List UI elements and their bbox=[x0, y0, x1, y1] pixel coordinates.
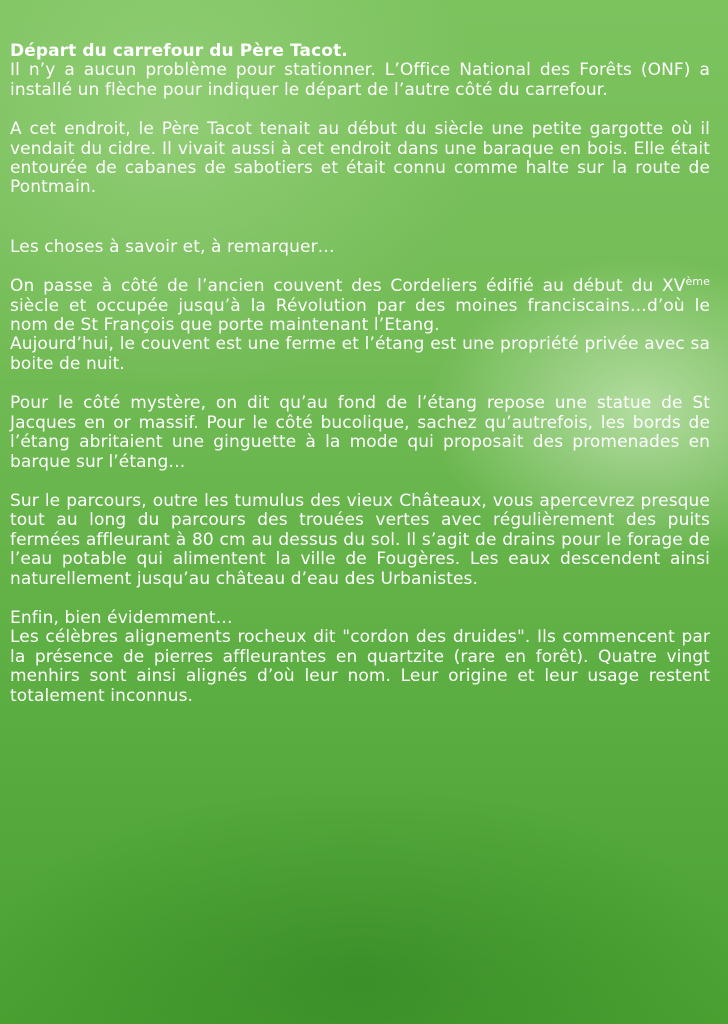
paragraph-pere-tacot: A cet endroit, le Père Tacot tenait au début du siècle une petite gargotte où il vendait du cidre. Il vivait aussi à cet endroit dans une baraque en bois. Elle était entourée de cabanes de sabotiers et était connu comme halte sur la route de Pontmain. bbox=[10, 119, 710, 198]
paragraph-couvent-text-b: siècle et occupée jusqu’à la Révolution par des moines franciscains…d’où le nom de St François que porte maintenant l’Etang. bbox=[10, 295, 710, 336]
paragraph-parcours: Sur le parcours, outre les tumulus des vieux Châteaux, vous apercevrez presque tout au long du parcours des trouées vertes avec régulièrement des puits fermées affleurant à 80 cm au dessus du sol. Il s’agit de drains pour le forage de l’eau potable qui alimentent la ville de Fougères. Les eaux descendent ainsi naturellement jusqu’au château d’eau des Urbanistes. bbox=[10, 490, 710, 589]
document-body bbox=[10, 42, 710, 706]
section-heading-a-savoir: Les choses à savoir et, à remarquer… bbox=[10, 236, 335, 257]
paragraph-couvent bbox=[10, 277, 710, 335]
paragraph-parking: Il n’y a aucun problème pour stationner. L’Office National des Forêts (ONF) a installé un flèche pour indiquer le départ de l’autre côté du carrefour. bbox=[10, 60, 710, 100]
century-superscript: ème bbox=[685, 275, 710, 289]
paragraph-enfin: Enfin, bien évidemment… bbox=[10, 607, 233, 628]
page-title: Départ du carrefour du Père Tacot. bbox=[10, 41, 348, 61]
paragraph-mystere: Pour le côté mystère, on dit qu’au fond de l’étang repose une statue de St Jacques en or massif. Pour le côté bucolique, sachez qu’autrefois, les bords de l’étang abritaient une ginguette à la mode qui proposait des promenades en barque sur l’étang… bbox=[10, 393, 710, 472]
paragraph-druides: Les célèbres alignements rocheux dit "cordon des druides". Ils commencent par la présence de pierres affleurantes en quartzite (rare en forêt). Quatre vingt menhirs sont ainsi alignés d’où leur nom. Leur origine et leur usage restent totalement inconnus. bbox=[10, 627, 710, 706]
paragraph-couvent-text-a: On passe à côté de l’ancien couvent des Cordeliers édifié au début du XV bbox=[10, 276, 686, 297]
paragraph-aujourdhui: Aujourd’hui, le couvent est une ferme et l’étang est une propriété privée avec sa boite de nuit. bbox=[10, 334, 710, 374]
